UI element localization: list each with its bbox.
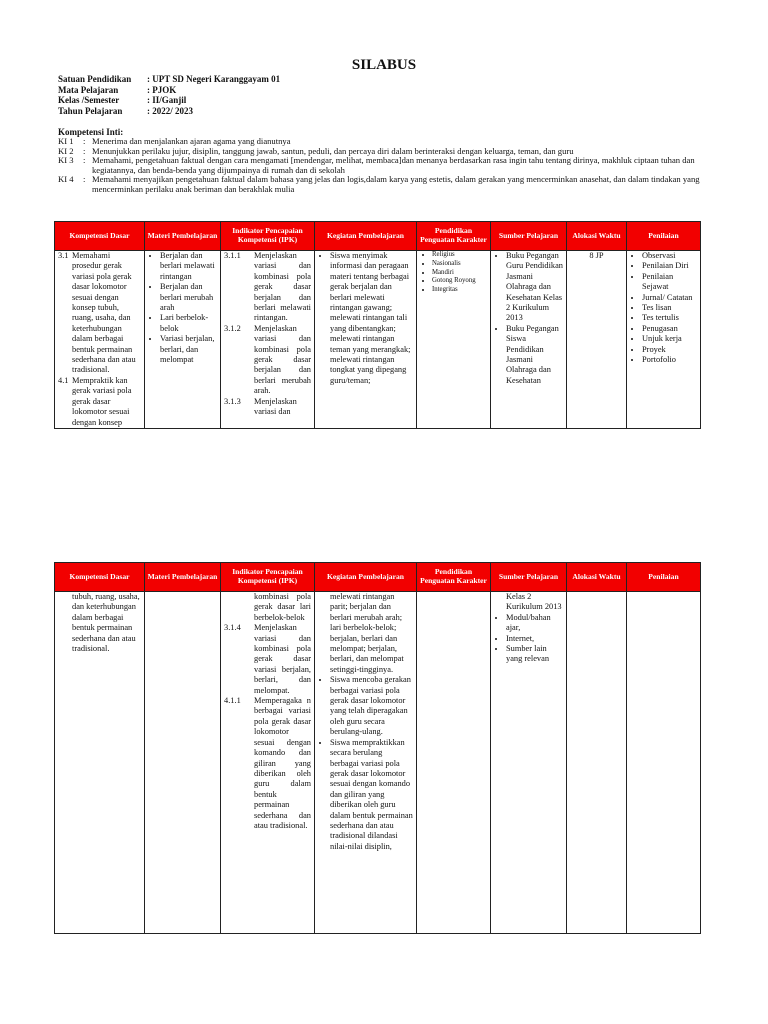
ki-colon: : [83,174,86,184]
header-materi: Materi Pembelajaran [145,222,221,251]
cell-ipk [221,251,315,429]
header-sumber: Sumber Pelajaran [491,563,567,592]
header-ppk: Pendidikan Penguatan Karakter [417,222,491,251]
kd-continued-text: tubuh, ruang, usaha, dan keterhubungan dalam berbagai bentuk permainan sederhana dan atau tradisional. [72,592,140,654]
cell-kompetensi-dasar [55,251,145,429]
list-item: • Portofolio [642,355,697,365]
ipk-item [224,623,311,696]
ipk-number-blank [224,592,254,623]
identity-row [58,85,280,96]
ipk-number: 3.1.1 [224,251,241,260]
header-kegiatan: Kegiatan Pembelajaran [315,222,417,251]
ki-colon: : [83,155,86,165]
table-row [55,251,701,429]
identity-label: Tahun Pelajaran [58,105,123,116]
penilaian-list [630,251,697,365]
kegiatan-list [318,675,413,852]
syllabus-table [54,221,701,429]
table-row [55,592,701,934]
table-header-row [55,563,701,592]
ki-text: Memahami, pengetahuan faktual dengan cara mengamati [mendengar, melihat, membaca]dan menanya berdasarkan rasa ingin tahu tentang dirinya, makhluk ciptaan tuhan dan kegiatannya, dan benda-benda yang dijumpainya di rumah dan di sekolah [92,155,695,175]
kd-number: 3.1 [58,251,69,260]
cell-penilaian [627,251,701,429]
ki-heading: Kompetensi Inti: [58,127,124,137]
list-item: • Siswa menyimak informasi dan peragaan materi tentang berbagai gerak berjalan dan berlari melewati rintangan gawang; melewati rintangan tali yang dibentangkan; melewati rintangan teman yang merangkak; melewati rintangan tongkat yang dipegang guru/teman; [330,251,413,386]
kd-text: Mempraktik kan gerak variasi pola gerak dasar lokomotor sesuai dengan konsep [72,375,132,427]
list-item: • Integritas [432,286,487,295]
list-item: • Lari berbelok-belok [160,313,217,334]
ipk-item [224,324,311,397]
cell-sumber [491,592,567,934]
header-sumber: Sumber Pelajaran [491,222,567,251]
ki-item [58,156,714,175]
list-item: • Berjalan dan berlari merubah arah [160,282,217,313]
list-item: • Tes lisan [642,303,697,313]
ipk-number: 3.1.3 [224,396,241,406]
ipk-text: Menjelaskan variasi dan kombinasi pola gerak dasar berjalan dan berlari melawati rintangan. [254,251,311,323]
table-header-row [55,222,701,251]
list-item: • Proyek [642,345,697,355]
ipk-item [224,251,311,324]
cell-materi [145,592,221,934]
syllabus-table-continued [54,562,701,934]
ipk-text: Menjelaskan variasi dan kombinasi pola gerak dasar berjalan dan berlari merubah arah. [254,323,311,396]
ipk-item [224,592,311,623]
sumber-list [494,613,563,665]
list-item: • Religius [432,251,487,260]
cell-ipk [221,592,315,934]
ki-code: KI 2 [58,145,74,156]
identity-row [58,74,280,85]
sumber-continued-text: Kelas 2 Kurikulum 2013 [506,592,562,612]
ki-code: KI 4 [58,174,74,184]
cell-alokasi: 8 JP [567,251,627,429]
cell-materi [145,251,221,429]
identity-row [58,106,280,117]
identity-block [58,74,280,116]
ipk-continued-text: kombinasi pola gerak dasar lari berbelok-belok [254,592,311,622]
ki-colon: : [83,136,86,146]
header-kompetensi-dasar: Kompetensi Dasar [55,563,145,592]
materi-list [148,251,217,365]
ppk-list [420,251,487,295]
header-penilaian: Penilaian [627,222,701,251]
ki-item [58,175,714,194]
header-ppk: Pendidikan Penguatan Karakter [417,563,491,592]
ipk-text: Memperagaka n berbagai variasi pola gerak dasar lokomotor sesuai dengan komando dan giliran yang diberikan oleh guru dalam bentuk permainan sederhana dan atau tradisional. [254,696,311,830]
cell-ppk [417,592,491,934]
kegiatan-continued-text: melewati rintangan parit; berjalan dan berlari merubah arah; lari berbelok-belok; berjalan, berlari dan melompat; berjalan, berlari, dan melompat setinggi-tingginya. [330,592,404,674]
header-materi: Materi Pembelajaran [145,563,221,592]
ipk-text: Menjelaskan variasi dan kombinasi pola gerak dasar variasi berjalan, berlari, dan melompat. [254,623,311,695]
identity-label: Kelas /Semester [58,95,120,105]
ipk-item [224,397,311,418]
ki-list [58,137,714,194]
identity-label: Mata Pelajaran [58,84,119,95]
list-item: • Penilaian Diri [642,261,697,271]
kd-item [58,251,141,376]
ki-text: Menerima dan menjalankan ajaran agama yang dianutnya [92,136,291,146]
cell-kompetensi-dasar [55,592,145,934]
list-item: • Jurnal/ Catatan [642,293,697,303]
identity-row [58,95,280,106]
header-kompetensi-dasar: Kompetensi Dasar [55,222,145,251]
ki-text: Menunjukkan perilaku jujur, disiplin, tanggung jawab, santun, peduli, dan percaya diri dalam berinteraksi dengan keluarga, teman, dan guru [92,145,574,156]
list-item: • Siswa mencoba gerakan berbagai variasi pola gerak dasar lokomotor yang telah diperagakan oleh guru secara berulang-ulang. [330,675,413,737]
identity-value: : UPT SD Negeri Karanggayam 01 [147,74,281,84]
ki-code: KI 3 [58,155,74,165]
list-item: • Nasionalis [432,260,487,269]
list-item: • Gotong Royong [432,277,487,286]
kd-item [58,376,141,428]
ipk-number: 3.1.4 [224,623,241,633]
cell-sumber [491,251,567,429]
header-ipk: Indikator Pencapaian Kompetensi (IPK) [221,563,315,592]
list-item: • Penilaian Sejawat [642,272,697,293]
ipk-number: 4.1.1 [224,696,241,706]
list-item: • Penugasan [642,324,697,334]
list-item: • Mandiri [432,269,487,278]
header-ipk: Indikator Pencapaian Kompetensi (IPK) [221,222,315,251]
list-item: • Variasi berjalan, berlari, dan melompat [160,334,217,365]
cell-kegiatan [315,251,417,429]
list-item: • Modul/bahan ajar, [506,613,563,634]
kd-number: 4.1 [58,375,69,385]
header-kegiatan: Kegiatan Pembelajaran [315,563,417,592]
list-item: • Sumber lain yang relevan [506,644,563,665]
ipk-item [224,696,311,831]
identity-value: : PJOK [147,84,177,95]
cell-ppk [417,251,491,429]
ki-code: KI 1 [58,136,74,146]
sumber-list [494,251,563,386]
list-item: • Siswa mempraktikkan secara berulang berbagai variasi pola gerak dasar lokomotor sesuai dengan komando dan giliran yang diberikan oleh guru dalam bentuk permainan sederhana dan atau tradisional dilandasi nilai-nilai disiplin, [330,738,413,852]
header-alokasi: Alokasi Waktu [567,222,627,251]
list-item: • Buku Pegangan Siswa Pendidikan Jasmani Olahraga dan Kesehatan [506,324,563,386]
ki-colon: : [83,145,86,156]
identity-value: : 2022/ 2023 [147,105,193,116]
cell-kegiatan [315,592,417,934]
header-penilaian: Penilaian [627,563,701,592]
list-item: • Internet, [506,634,563,644]
identity-value: : II/Ganjil [147,95,187,105]
list-item: • Berjalan dan berlari melawati rintangan [160,251,217,282]
identity-label: Satuan Pendidikan [58,74,132,84]
kegiatan-list [318,251,413,386]
ipk-number: 3.1.2 [224,323,241,333]
list-item: • Observasi [642,251,697,261]
page-title: SILABUS [351,57,417,73]
header-alokasi: Alokasi Waktu [567,563,627,592]
list-item: • Unjuk kerja [642,334,697,344]
ipk-text: Menjelaskan variasi dan [254,396,297,417]
ki-text: Memahami menyajikan pengetahuan faktual dalam bahasa yang jelas dan logis,dalam karya yang estetis, dalam gerakan yang mencerminkan anasehat, dan dalam tindakan yang mencerminkan perilaku anak beriman dan berakhlak mulia [92,174,700,194]
cell-penilaian [627,592,701,934]
list-item: • Tes tertulis [642,313,697,323]
cell-alokasi [567,592,627,934]
kd-text: Memahami prosedur gerak variasi pola gerak dasar lokomotor sesuai dengan konsep tubuh, ruang, usaha, dan keterhubungan dalam berbagai bentuk permainan sederhana dan atau tradisional. [72,251,136,375]
list-item: • Buku Pegangan Guru Pendidikan Jasmani Olahraga dan Kesehatan Kelas 2 Kurikulum 2013 [506,251,563,324]
